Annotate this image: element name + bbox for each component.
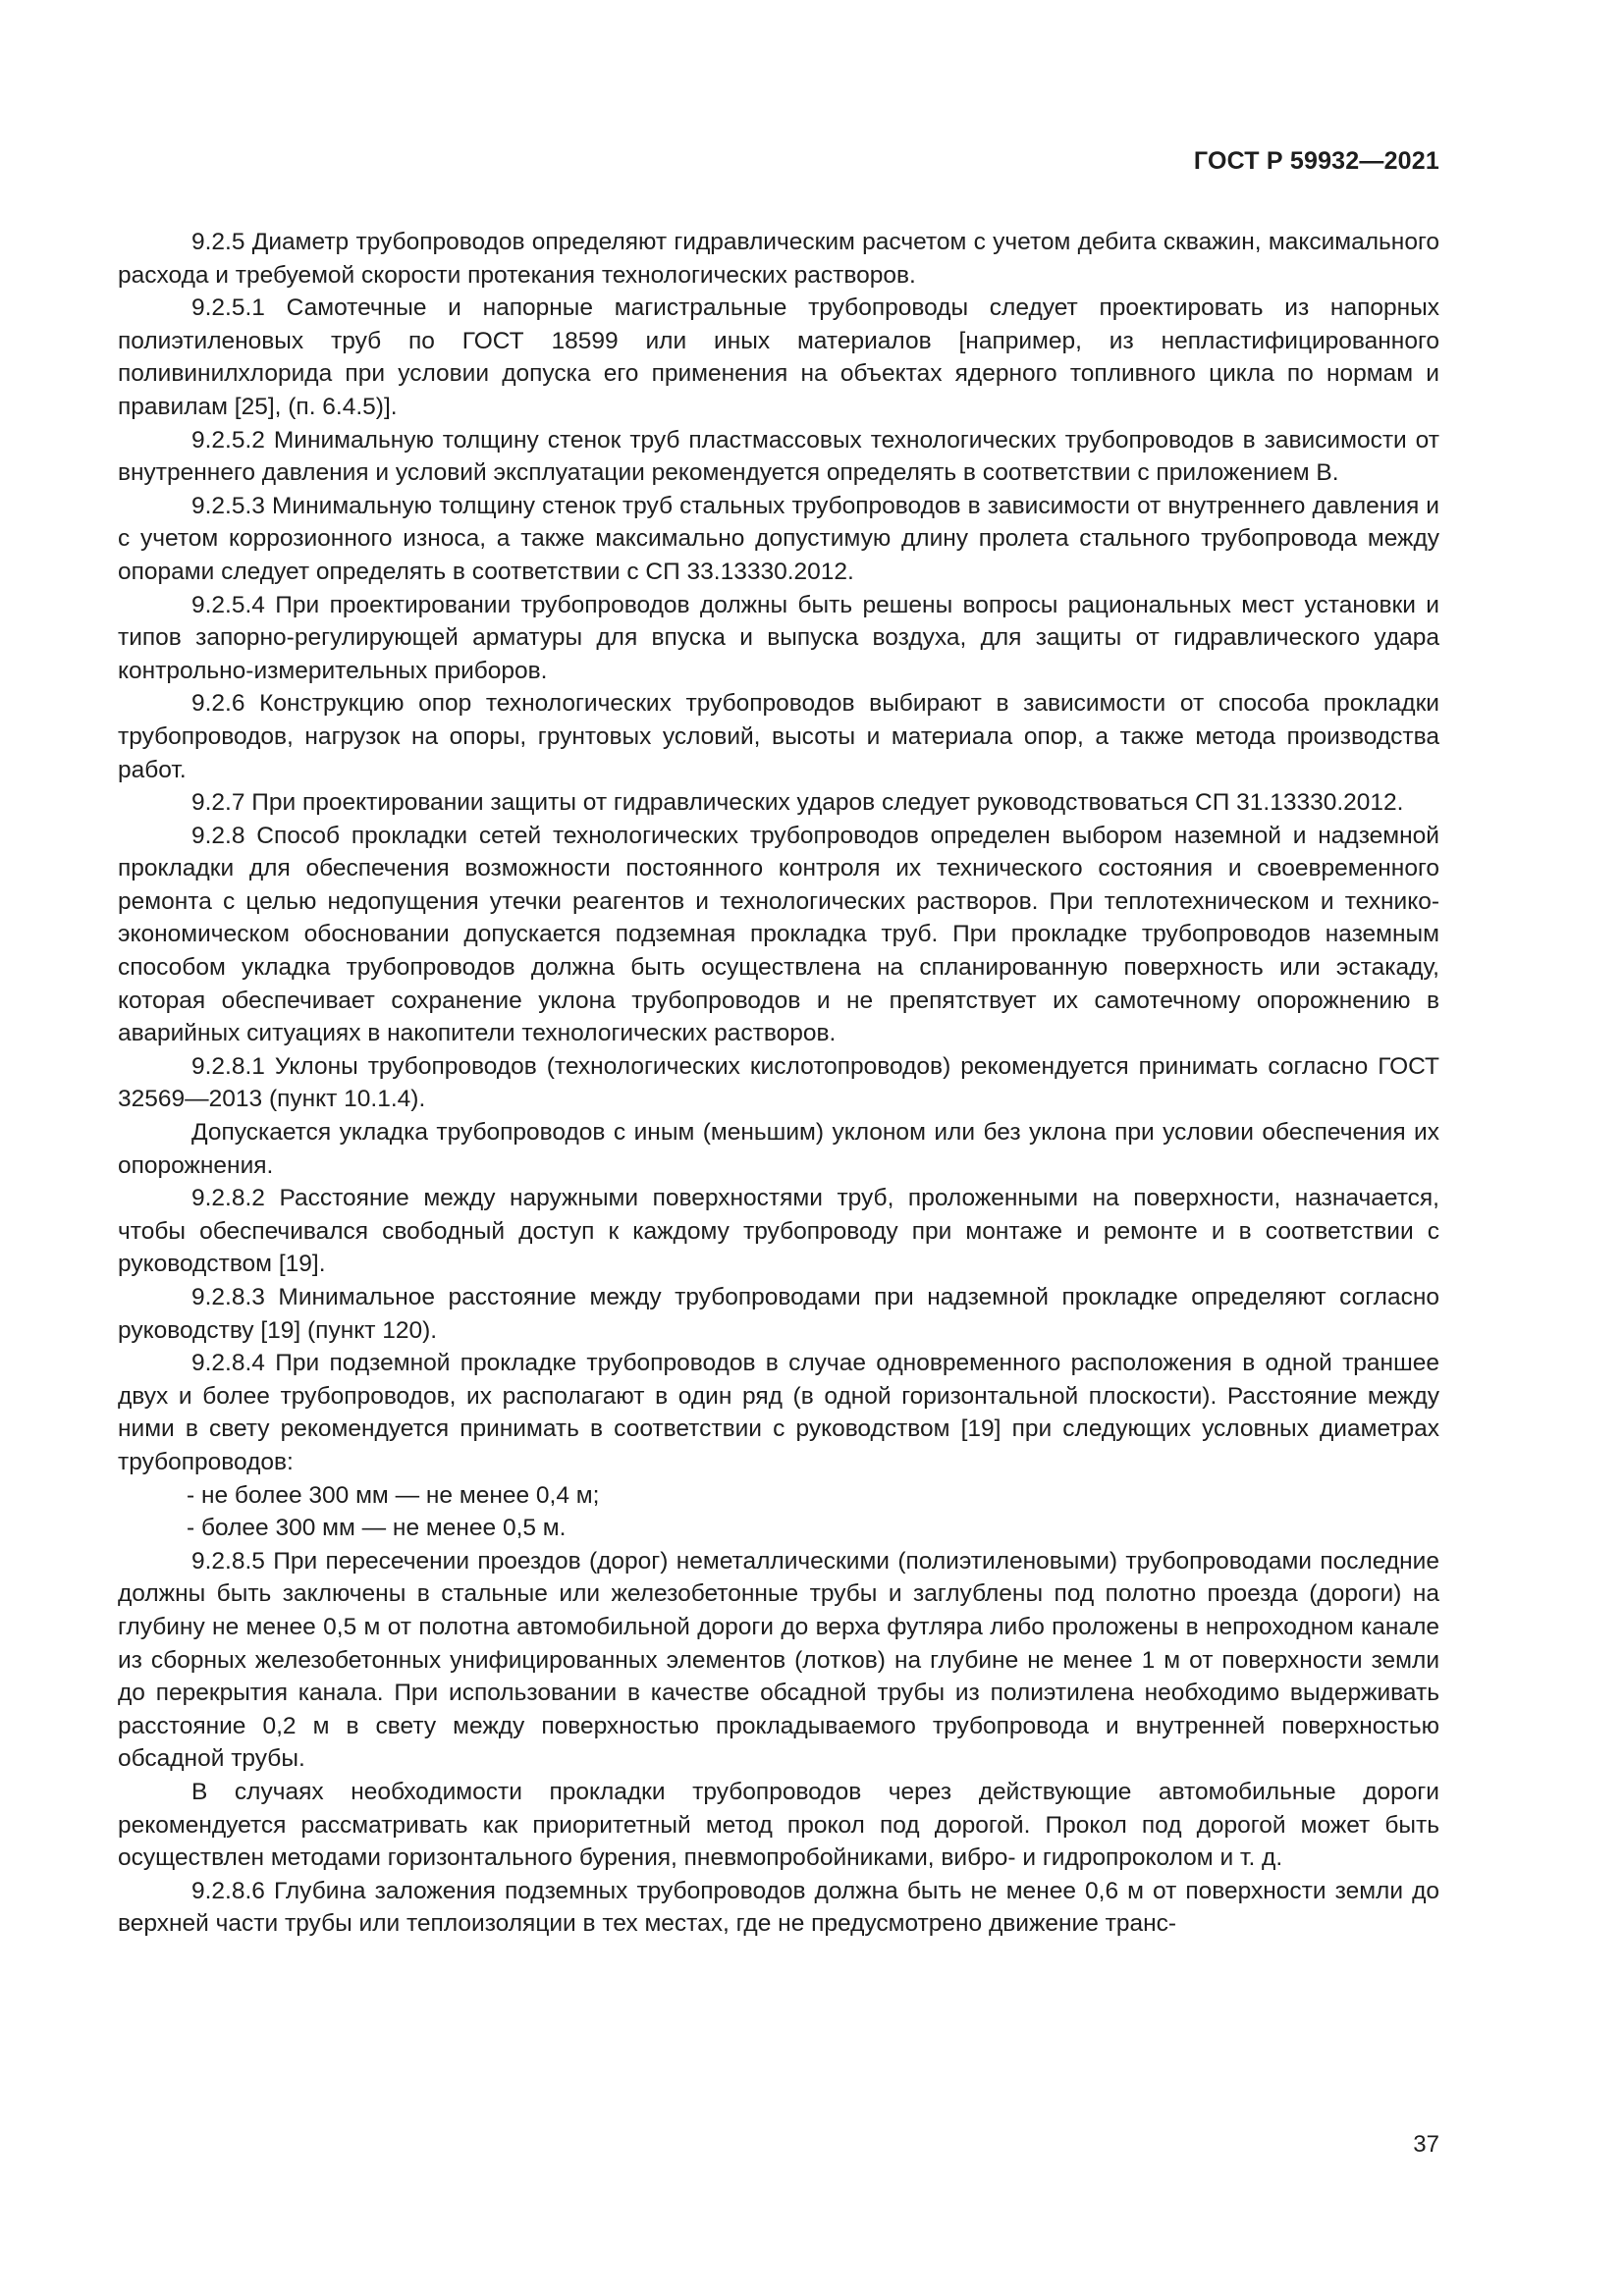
paragraph-9-2-8-1-note: Допускается укладка трубопроводов с иным (меньшим) уклоном или без уклона при условии обеспечения их опорожнения. — [118, 1119, 1439, 1179]
paragraph-9-2-8: 9.2.8 Способ прокладки сетей технологических трубопроводов определен выбором наземной и надземной прокладки для обеспечения возможности постоянного контроля их технического состояния и своевременного ремонта с целью недопущения утечки реагентов и технологических растворов. При теплотехническом и технико-экономическом обосновании допускается подземная прокладка труб. При прокладке трубопроводов наземным способом укладка трубопроводов должна быть осуществлена на спланированную поверхность или эстакаду, которая обеспечивает сохранение уклона трубопроводов и не препятствует их самотечному опорожнению в аварийных ситуациях в накопители технологических растворов. — [118, 822, 1439, 1047]
document-body — [118, 226, 1439, 1941]
paragraph-9-2-8-4: 9.2.8.4 При подземной прокладке трубопроводов в случае одновременного расположения в одной траншее двух и более трубопроводов, их располагают в один ряд (в одной горизонтальной плоскости). Расстояние между ними в свету рекомендуется принимать в соответствии с руководством [19] при следующих условных диаметрах трубопроводов: — [118, 1350, 1439, 1475]
paragraph-9-2-6: 9.2.6 Конструкцию опор технологических трубопроводов выбирают в зависимости от способа прокладки трубопроводов, нагрузок на опоры, грунтовых условий, высоты и материала опор, а также метода производства работ. — [118, 690, 1439, 783]
paragraph-9-2-5-2: 9.2.5.2 Минимальную толщину стенок труб пластмассовых технологических трубопроводов в зависимости от внутреннего давления и условий эксплуатации рекомендуется определять в соответствии с приложением В. — [118, 426, 1439, 487]
paragraph-9-2-5-3: 9.2.5.3 Минимальную толщину стенок труб стальных трубопроводов в зависимости от внутреннего давления и с учетом коррозионного износа, а также максимально допустимую длину пролета стального трубопровода между опорами следует определять в соответствии с СП 33.13330.2012. — [118, 492, 1439, 585]
paragraph-9-2-8-5: 9.2.8.5 При пересечении проездов (дорог) неметаллическими (полиэтиленовыми) трубопроводами последние должны быть заключены в стальные или железобетонные трубы и заглублены под полотно проезда (дороги) на глубину не менее 0,5 м от полотна автомобильной дороги до верха футляра либо проложены в непроходном канале из сборных железобетонных унифицированных элементов (лотков) на глубине не менее 1 м от поверхности земли до перекрытия канала. При использовании в качестве обсадной трубы из полиэтилена необходимо выдерживать расстояние 0,2 м в свету между поверхностью прокладываемого трубопровода и внутренней поверхностью обсадной трубы. — [118, 1547, 1439, 1773]
paragraph-9-2-8-2: 9.2.8.2 Расстояние между наружными поверхностями труб, проложенными на поверхности, назначается, чтобы обеспечивался свободный доступ к каждому трубопроводу при монтаже и ремонте и в соответствии с руководством [19]. — [118, 1185, 1439, 1278]
paragraph-9-2-8-1: 9.2.8.1 Уклоны трубопроводов (технологических кислотопроводов) рекомендуется принимать согласно ГОСТ 32569—2013 (пункт 10.1.4). — [118, 1052, 1439, 1113]
list-item: - не более 300 мм — не менее 0,4 м; — [187, 1481, 600, 1509]
paragraph-9-2-7: 9.2.7 При проектировании защиты от гидравлических ударов следует руководствоваться СП 31.13330.2012. — [191, 789, 1404, 817]
paragraph-9-2-5: 9.2.5 Диаметр трубопроводов определяют гидравлическим расчетом с учетом дебита скважин, максимального расхода и требуемой скорости протекания технологических растворов. — [118, 229, 1439, 289]
paragraph-9-2-8-6: 9.2.8.6 Глубина заложения подземных трубопроводов должна быть не менее 0,6 м от поверхности земли до верхней части трубы или теплоизоляции в тех местах, где не предусмотрено движение транс- — [118, 1877, 1439, 1938]
document-header-title: ГОСТ Р 59932—2021 — [1193, 147, 1439, 175]
paragraph-9-2-5-4: 9.2.5.4 При проектировании трубопроводов должны быть решены вопросы рациональных мест установки и типов запорно-регулирующей арматуры для впуска и выпуска воздуха, для защиты от гидравлического удара контрольно-измерительных приборов. — [118, 591, 1439, 684]
list-item: - более 300 мм — не менее 0,5 м. — [187, 1515, 567, 1542]
page-number: 37 — [1413, 2131, 1439, 2158]
paragraph-9-2-5-1: 9.2.5.1 Самотечные и напорные магистральные трубопроводы следует проектировать из напорных полиэтиленовых труб по ГОСТ 18599 или иных материалов [например, из непластифицированного поливинилхлорида при условии допуска его применения на объектах ядерного топливного цикла по нормам и правилам [25], (п. 6.4.5)]. — [118, 294, 1439, 420]
paragraph-road-crossing: В случаях необходимости прокладки трубопроводов через действующие автомобильные дороги рекомендуется рассматривать как приоритетный метод прокол под дорогой. Прокол под дорогой может быть осуществлен методами горизонтального бурения, пневмопробойниками, вибро- и гидропроколом и т. д. — [118, 1778, 1439, 1872]
paragraph-9-2-8-3: 9.2.8.3 Минимальное расстояние между трубопроводами при надземной прокладке определяют согласно руководству [19] (пункт 120). — [118, 1284, 1439, 1344]
